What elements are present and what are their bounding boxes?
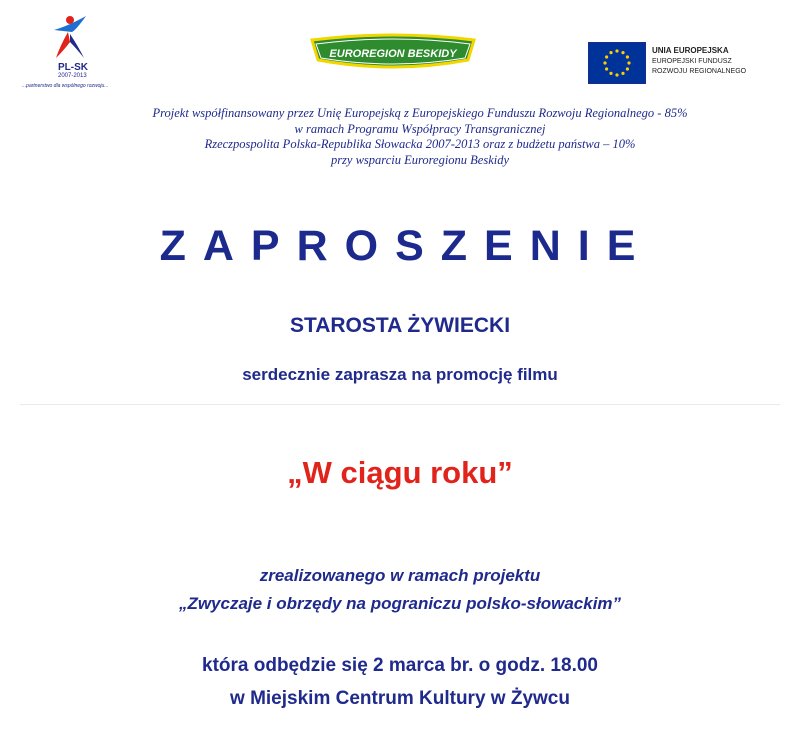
eu-logo (588, 42, 778, 86)
euroregion-text: EUROREGION BESKIDY (329, 48, 457, 60)
funding-statement (40, 106, 800, 168)
eu-line3: ROZWOJU REGIONALNEGO (652, 68, 747, 75)
project-name: „Zwyczaje i obrzędy na pograniczu polsko-słowackim” (178, 594, 622, 613)
event-datetime: która odbędzie się 2 marca br. o godz. 18.00 (202, 655, 598, 676)
funding-line: Projekt współfinansowany przez Unię Europejską z Europejskiego Funduszu Rozwoju Regionalnego - 85% (152, 106, 688, 120)
funding-line: Rzeczpospolita Polska-Republika Słowacka 2007-2013 oraz z budżetu państwa – 10% (204, 137, 636, 151)
event-location: w Miejskim Centrum Kultury w Żywcu (230, 688, 570, 709)
plsk-years: 2007-2013 (58, 73, 87, 79)
plsk-name: PL-SK (58, 62, 88, 73)
plsk-logo (22, 12, 132, 92)
funding-line: przy wsparciu Euroregionu Beskidy (330, 152, 510, 167)
invite-text: serdecznie zaprasza na promocję filmu (242, 365, 558, 384)
film-title: „W ciągu roku” (287, 455, 513, 490)
invitation-title: ZAPROSZENIE (159, 222, 653, 270)
host-name: STAROSTA ŻYWIECKI (289, 314, 511, 337)
euroregion-logo (308, 30, 478, 78)
plsk-tagline: ...partnerstwo dla wspólnego rozwoju... (22, 83, 109, 89)
funding-line: w ramach Programu Współpracy Transgranicznej (294, 121, 546, 136)
divider (20, 404, 780, 405)
eu-line1: UNIA EUROPEJSKA (652, 46, 729, 55)
eu-line2: EUROPEJSKI FUNDUSZ (652, 58, 732, 65)
eu-flag-icon (588, 42, 646, 84)
euroregion-banner-icon (308, 30, 478, 78)
plsk-figure-icon (50, 12, 90, 62)
realized-text: zrealizowanego w ramach projektu (259, 566, 541, 585)
